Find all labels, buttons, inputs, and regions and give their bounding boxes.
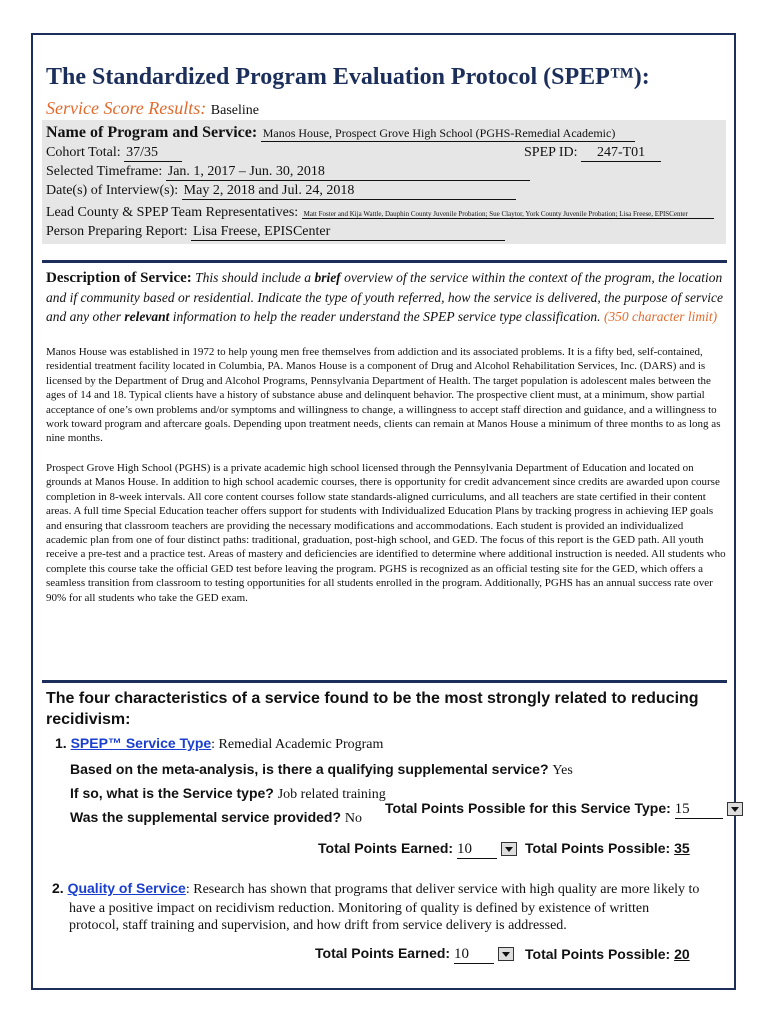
possible-type-row [385, 800, 743, 819]
item-1-row [55, 735, 383, 753]
item-1-value: : Remedial Academic Program [211, 737, 384, 752]
interview-field[interactable]: May 2, 2018 and Jul. 24, 2018 [182, 183, 516, 200]
program-name-row [46, 124, 635, 142]
description-heading: Description of Service: [46, 270, 192, 286]
quality-of-service-link[interactable]: Quality of Service [67, 880, 186, 896]
cohort-row [46, 145, 182, 162]
supplemental-question-row [70, 761, 573, 779]
timeframe-row [46, 164, 530, 181]
provided-question-row [70, 809, 362, 827]
item-2-text-2: have a positive impact on recidivism reduction. Monitoring of quality is defined by existence of written [69, 901, 650, 916]
possible-type-label: Total Points Possible for this Service Type: [385, 800, 671, 816]
description-paragraph-2: Prospect Grove High School (PGHS) is a private academic high school licensed through the Pennsylvania Department of Education and located on grounds at Manos House. In addition to high school academic courses, there is opportunity for credit advancement since credits are awarded upon course completion in 8-week intervals. All core content courses follow state standards-aligned curriculums, and all teachers are state certified in their content areas. A full time Special Education teacher offers support for students with Individualized Education Plans by tracking progress in achieving IEP goals and ensuring that classroom teachers are providing the necessary modifications and accommodations. Each student is provided an individualized academic plan from one of four distinct paths: traditional, graduation, post-high school, and GED. The focus of this report is the GED path. All youth receive a pre-test and a practice test. Areas of mastery and deficiencies are identified to determine where additional instruction is needed. All students who complete this course take the official GED test before leaving the program. PGHS is recognized as an official testing site for the GED, which offers a seamless transition from classroom to testing opportunities for all students enrolled in the program. Additionally, PGHS has an annual success rate over 90% for all students who take the GED exam. [46, 462, 726, 604]
instruction-part-1: This should include a [191, 270, 315, 285]
timeframe-field[interactable]: Jan. 1, 2017 – Jun. 30, 2018 [166, 164, 530, 181]
page-title: The Standardized Program Evaluation Protocol (SPEP™): [46, 64, 650, 90]
service-type-question-row [70, 785, 386, 803]
provided-answer[interactable]: No [344, 811, 363, 826]
lead-label: Lead County & SPEP Team Representatives: [46, 205, 299, 220]
divider-middle [42, 680, 727, 683]
subtitle [46, 98, 259, 119]
item-2-number: 2. [52, 880, 64, 896]
item-1-earned-select[interactable]: 10 [457, 841, 497, 859]
item-2-text-1: : Research has shown that programs that deliver service with high quality are more likely to [185, 882, 700, 897]
item-2-row [52, 880, 699, 898]
item-2-possible-value: 20 [674, 946, 690, 962]
item-2-earned-select[interactable]: 10 [454, 946, 494, 964]
item-1-earned-row [318, 840, 517, 859]
instruction-part-3: information to help the reader understand the SPEP service type classification. [169, 309, 604, 324]
item-2-text-3: protocol, staff training and supervision, and how drift from service delivery is addressed. [69, 918, 567, 933]
item-1-number: 1. [55, 735, 67, 751]
spep-id-row [524, 145, 661, 162]
instruction-part-2: overview of the service within the context of the program, the location and if community based or residential. Indicate the type of youth referred, how the service is delivered, the purpose of service and any other [46, 270, 723, 324]
subtitle-value: Baseline [210, 103, 259, 118]
description-instructions [46, 268, 730, 326]
service-type-link[interactable]: SPEP™ Service Type [70, 735, 212, 751]
instruction-brief: brief [314, 270, 341, 285]
character-limit: (350 character limit) [603, 309, 718, 324]
lead-row [46, 205, 714, 221]
timeframe-label: Selected Timeframe: [46, 164, 163, 179]
divider-top [42, 260, 727, 263]
spep-id-label: SPEP ID: [524, 145, 578, 160]
interview-label: Date(s) of Interview(s): [46, 183, 179, 198]
earned-label: Total Points Earned: [318, 840, 454, 856]
possible-type-select[interactable]: 15 [675, 801, 723, 819]
instruction-relevant: relevant [124, 309, 170, 324]
item-2-possible-row [525, 946, 690, 962]
preparer-label: Person Preparing Report: [46, 224, 188, 239]
supplemental-question: Based on the meta-analysis, is there a qualifying supplemental service? [70, 761, 549, 777]
item-1-possible-value: 35 [674, 840, 690, 856]
subtitle-label: Service Score Results: [46, 98, 207, 118]
characteristics-heading: The four characteristics of a service found to be the most strongly related to reducing recidivism: [46, 690, 699, 728]
interview-row [46, 183, 516, 200]
cohort-field[interactable]: 37/35 [124, 145, 182, 162]
lead-field[interactable]: Matt Foster and Kija Wattle, Dauphin County Juvenile Probation; Sue Claytor, York County Juvenile Probation; Lisa Freese, EPISCenter [302, 210, 714, 219]
program-name-field[interactable]: Manos House, Prospect Grove High School (PGHS-Remedial Academic) [261, 126, 635, 142]
earned-label: Total Points Earned: [315, 945, 451, 961]
item-1-possible-row [525, 840, 690, 856]
program-name-label: Name of Program and Service: [46, 124, 258, 141]
item-2-earned-row [315, 945, 514, 964]
dropdown-arrow-icon[interactable] [498, 947, 514, 961]
service-type-question: If so, what is the Service type? [70, 785, 274, 801]
service-type-answer[interactable]: Job related training [277, 787, 386, 802]
spep-id-field[interactable]: 247-T01 [581, 145, 661, 162]
preparer-row [46, 224, 505, 241]
possible-label: Total Points Possible: [525, 946, 671, 962]
supplemental-answer[interactable]: Yes [552, 763, 573, 778]
provided-question: Was the supplemental service provided? [70, 809, 342, 825]
possible-label: Total Points Possible: [525, 840, 671, 856]
description-paragraph-1: Manos House was established in 1972 to help young men free themselves from addiction and its associated problems. It is a fifty bed, self-contained, residential treatment facility located in Columbia, PA. Manos House is a component of Drug and Alcohol Rehabilitation Services, Inc. (DARS) and is licensed by the Department of Drug and Alcohol Programs, Pennsylvania Department of Health. The target population is adolescent males between the ages of 14 and 18. Typical clients have a history of substance abuse and delinquent behavior. The prospective client must, at a minimum, show partial acceptance of one’s own problems and/or symptoms and willingness to change, a willingness to accept staff direction and guidance, and a willingness to work toward program and aftercare goals. Depending upon treatment needs, clients can remain at Manos House a minimum of three months to as long as nine months. [46, 346, 721, 445]
dropdown-arrow-icon[interactable] [727, 802, 743, 816]
preparer-field[interactable]: Lisa Freese, EPISCenter [191, 224, 505, 241]
dropdown-arrow-icon[interactable] [501, 842, 517, 856]
cohort-label: Cohort Total: [46, 145, 121, 160]
